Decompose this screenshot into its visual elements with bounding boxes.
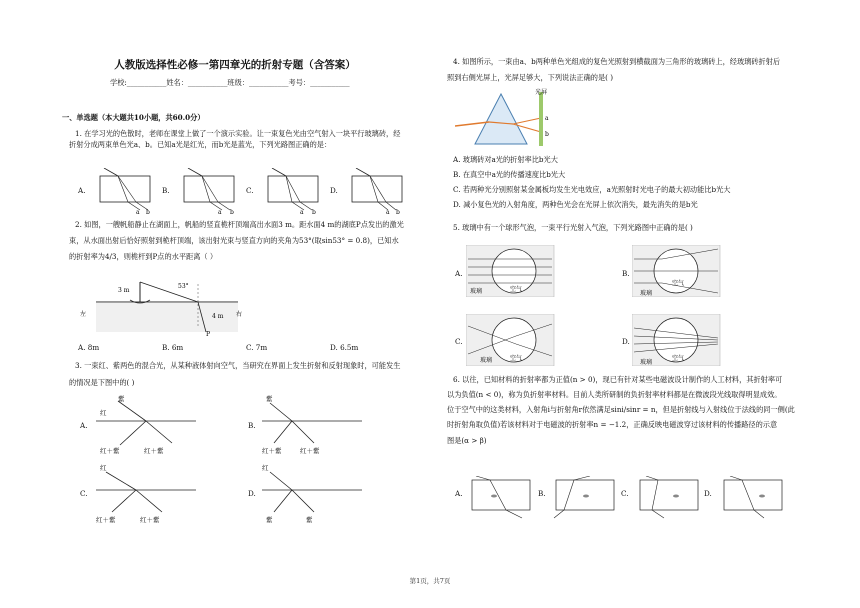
q6-option-d: D.	[704, 489, 712, 498]
q6-diagrams	[462, 476, 822, 520]
q4-label-a: a	[545, 115, 549, 122]
q4-text-line2: 照到右侧光屏上，光屏足够大，下列说法正确的是( )	[447, 73, 614, 83]
q2-text-line2: 束，从水面出射后恰好照射到桅杆顶端，该出射光束与竖直方向的夹角为53°(取sin53° = 0.8)，已知水	[69, 236, 399, 246]
q1-diagram-a	[100, 168, 150, 216]
q6-text-line4: 时折射角取负值)若该材料对于电磁波的折射率n = −1.2，正确反映电磁波穿过该材料的传播路径的示意	[447, 420, 778, 430]
q5a-label-glass: 玻璃	[470, 288, 483, 295]
q6-diagram-c	[640, 476, 698, 518]
q2-text-line1: 2. 如图，一艘帆船静止在湖面上，帆船的竖直桅杆顶端高出水面3 m。距水面4 m的湖底P点发出的激光	[75, 220, 404, 229]
q3a-label-rp2: 红＋紫	[144, 447, 164, 455]
q2-label-angle: 53°	[178, 283, 189, 290]
svg-text:b: b	[146, 209, 150, 216]
q3-diagram-c	[96, 462, 216, 524]
q5-option-b: B.	[622, 269, 630, 278]
q1-diagram-d	[352, 168, 402, 216]
q3-text-line1: 3. 一束红、紫两色的混合光，从某种液体射向空气，当研究在界面上发生折射和反射现象时，可能发生	[75, 361, 401, 370]
section-heading: 一、单选题（本大题共10小题，共60.0分）	[62, 113, 205, 122]
q5b-label-glass: 玻璃	[640, 290, 653, 297]
q5d-label-glass: 玻璃	[640, 359, 653, 366]
q2-option-c: C. 7m	[246, 343, 268, 352]
q5-diagram-c	[466, 314, 556, 366]
q5-diagram-d	[632, 314, 722, 366]
student-info-line: 学校:___________姓名：___________班级：___________考号：___________	[110, 78, 350, 87]
q6-option-b: B.	[538, 489, 546, 498]
svg-text:b: b	[312, 209, 316, 216]
q3-option-d: D.	[248, 489, 256, 498]
q3b-label-rp1: 红＋紫	[262, 447, 282, 455]
q3c-label-red: 红	[100, 464, 107, 472]
q5d-label-air: 空气	[672, 355, 685, 362]
q1-diagram-c	[268, 168, 318, 216]
q4-option-c: C. 若两种光分别照射某金属板均发生光电效应，a光照射时光电子的最大初动能比b光大	[453, 185, 731, 195]
q3c-label-rp1: 红＋紫	[96, 516, 116, 524]
question-1	[69, 128, 445, 150]
q1-diagrams	[90, 168, 410, 216]
q3a-label-purple: 紫	[118, 395, 125, 403]
q6-text-line1: 6. 以往，已知材料的折射率都为正值(n > 0)，现已有针对某些电磁波设计制作的人工材料，其折射率可	[453, 375, 783, 384]
q6-diagram-b	[554, 476, 614, 518]
q5-option-d: D.	[622, 337, 630, 346]
q2-option-a: A. 8m	[78, 343, 100, 352]
question-2	[69, 219, 445, 262]
q6-option-a: A.	[455, 489, 463, 498]
q4-text-line1: 4. 如图所示，一束由a、b两种单色光组成的复色光照射到横截面为三角形的玻璃砖上，经玻璃砖折射后	[453, 57, 781, 66]
q4-option-d: D. 减小复色光的入射角度，两种色光会在光屏上依次消失，最先消失的是b光	[453, 200, 698, 210]
q4-diagram	[455, 88, 565, 148]
svg-text:a: a	[300, 209, 304, 216]
q2-label-3m: 3 m	[118, 287, 130, 294]
q3b-label-rp2: 红＋紫	[300, 447, 320, 455]
q3c-label-rp2: 红＋紫	[140, 516, 160, 524]
q2-label-p: P	[206, 331, 211, 338]
q4-label-b: b	[545, 131, 549, 138]
q5a-label-air: 空气	[510, 286, 523, 293]
svg-text:a: a	[136, 209, 140, 216]
q3-text-line2: 的情况是下图中的( )	[69, 378, 135, 388]
q3-option-b: B.	[248, 421, 256, 430]
q1-diagram-b	[184, 168, 234, 216]
q6-diagram-a	[472, 476, 530, 518]
q2-label-right: 右	[236, 311, 243, 318]
q4-label-screen: 光屏	[535, 89, 548, 96]
q2-option-d: D. 6.5m	[330, 343, 359, 352]
q5-diagram-a	[466, 245, 556, 297]
q2-text-line3: 的折射率为4/3，则桅杆到P点的水平距离（ ）	[69, 252, 218, 262]
q3-option-a: A.	[80, 421, 88, 430]
q5c-label-glass: 玻璃	[480, 357, 493, 364]
page-title: 人教版选择性必修一第四章光的折射专题（含答案）	[114, 59, 356, 71]
svg-text:a: a	[386, 209, 390, 216]
svg-text:b: b	[230, 209, 234, 216]
q6-text-line5: 图是(α > β)	[447, 435, 487, 445]
q3d-label-purple1: 紫	[266, 516, 273, 524]
q3d-label-purple2: 紫	[306, 516, 313, 524]
question-5: 5. 玻璃中有一个球形气泡，一束平行光射入气泡，下列光路图中正确的是( )	[453, 223, 693, 232]
page-footer: 第1页，共7页	[409, 577, 451, 585]
q4-option-b: B. 在真空中a光的传播速度比b光大	[453, 170, 566, 180]
q2-label-left: 左	[80, 311, 87, 318]
q1-option-d: D.	[330, 186, 338, 195]
q4-option-a: A. 玻璃砖对a光的折射率比b光大	[453, 155, 558, 164]
q6-option-c: C.	[621, 489, 629, 498]
q2-option-b: B. 6m	[162, 343, 184, 352]
question-4	[447, 56, 823, 83]
q6-diagram-d	[724, 476, 782, 518]
q1-option-b: B.	[162, 186, 170, 195]
q3a-label-rp1: 红＋紫	[100, 447, 120, 455]
q3-diagram-a	[96, 393, 216, 455]
q1-text-line1: 1. 在学习光的色散时，老师在课堂上做了一个演示实验。让一束复色光由空气射入一块平行玻璃砖，经	[75, 129, 401, 138]
q4-options	[453, 154, 823, 211]
svg-text:b: b	[396, 209, 400, 216]
question-3	[69, 360, 445, 388]
q5c-label-air: 空气	[510, 355, 523, 362]
q5-option-c: C.	[455, 337, 463, 346]
question-6	[447, 374, 831, 446]
svg-text:a: a	[218, 209, 222, 216]
q3-diagram-b	[262, 393, 382, 455]
q5-option-a: A.	[455, 269, 463, 278]
q3-diagram-d	[262, 462, 382, 524]
q6-text-line3: 位于空气中的这类材料，入射角i与折射角r依然满足sini/sinr = n，但是折射线与入射线位于法线的同一侧(此	[447, 405, 795, 415]
q1-option-a: A.	[78, 186, 86, 195]
q3d-label-red: 红	[262, 464, 269, 472]
q3a-label-red: 红	[100, 409, 107, 417]
q2-label-4m: 4 m	[212, 313, 224, 320]
q5-diagram-b	[632, 245, 722, 297]
q3-option-c: C.	[80, 489, 88, 498]
q6-text-line2: 以为负值(n < 0)，称为负折射率材料。目前人类所研制的负折射率材料都是在微波段光线取得明显成效。	[447, 390, 782, 400]
q1-text-line2: 折射分成两束单色光a、b。已知a光是红光，而b光是蓝光，下列光路图正确的是：	[69, 140, 332, 150]
q1-option-c: C.	[246, 186, 254, 195]
q3b-label-purple: 紫	[266, 395, 273, 403]
q5b-label-air: 空气	[672, 280, 685, 287]
q2-diagram	[78, 278, 248, 338]
